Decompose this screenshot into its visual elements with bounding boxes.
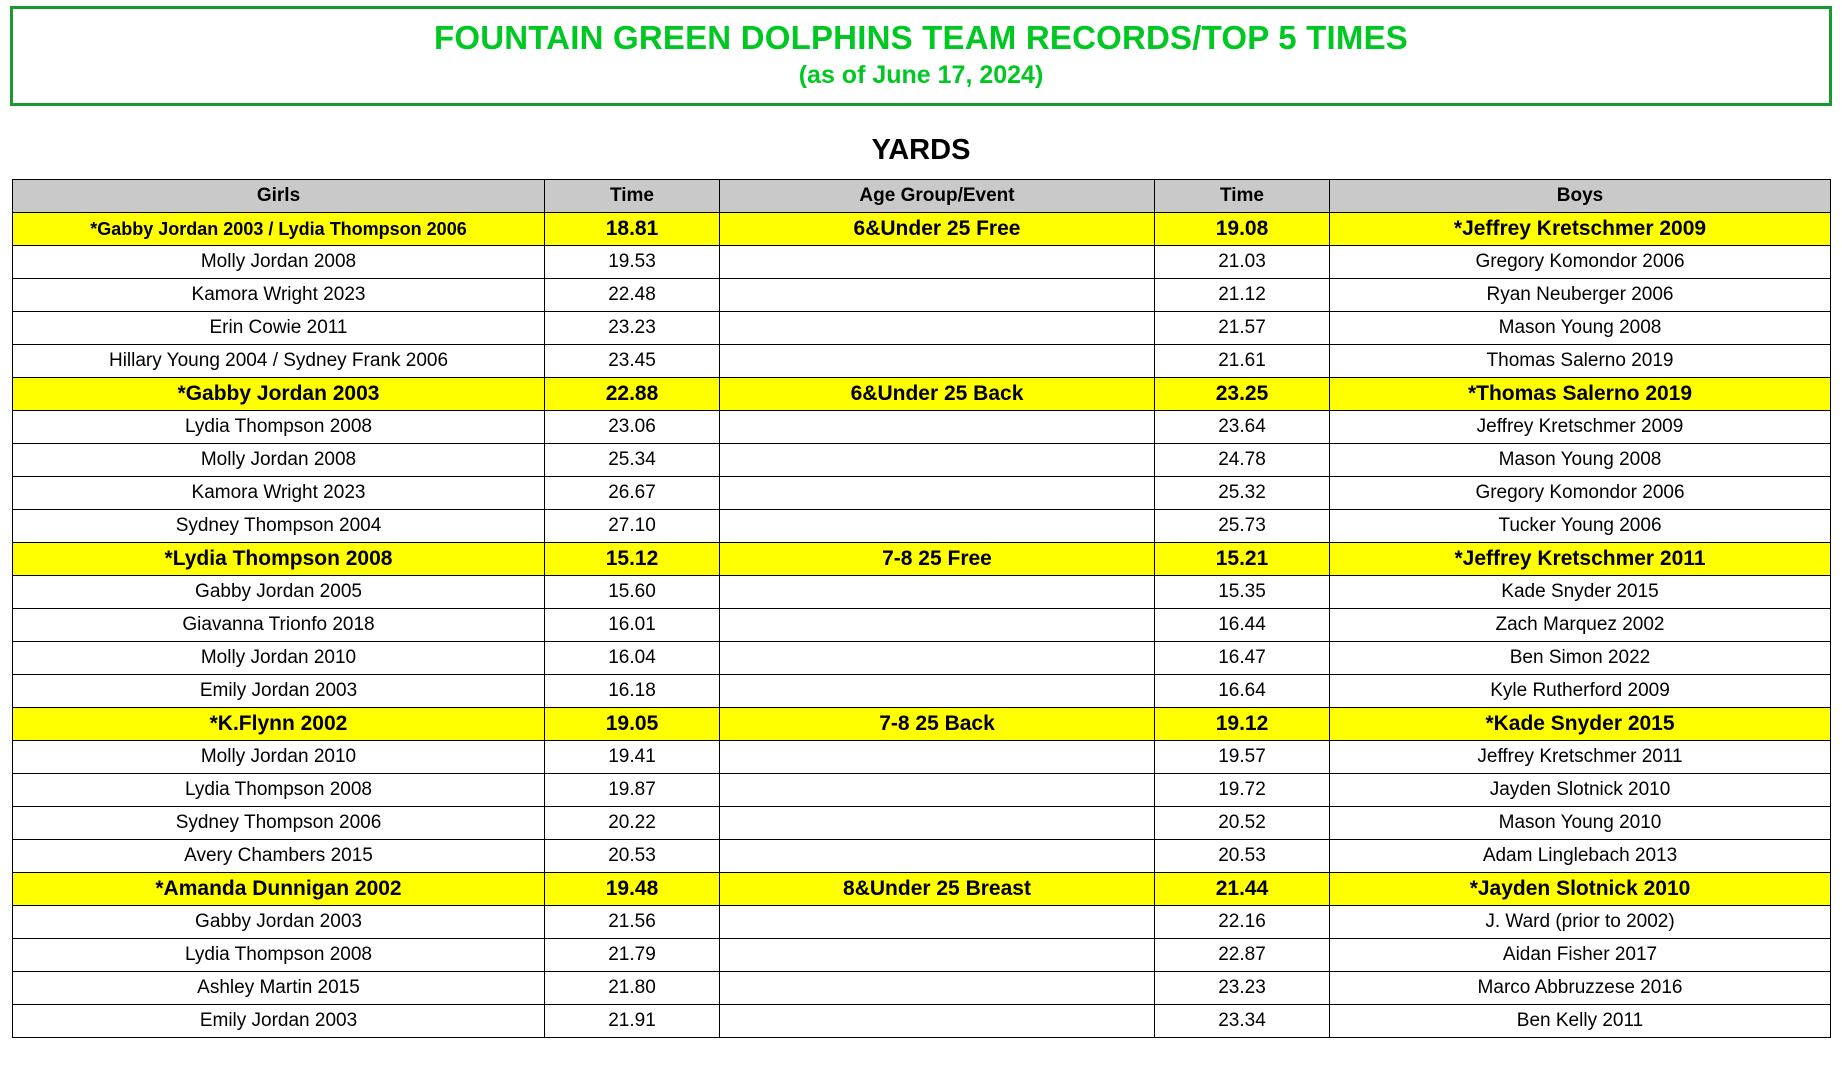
boys-record-time: 19.12: [1155, 708, 1330, 741]
girls-swimmer-name: Kamora Wright 2023: [13, 477, 545, 510]
table-row: [13, 840, 1831, 873]
table-row: [13, 1005, 1831, 1038]
boys-swimmer-name: Jeffrey Kretschmer 2011: [1330, 741, 1831, 774]
girls-swimmer-name: Molly Jordan 2008: [13, 444, 545, 477]
records-table: [12, 179, 1831, 1038]
girls-swimmer-name: Ashley Martin 2015: [13, 972, 545, 1005]
girls-swimmer-name: Sydney Thompson 2004: [13, 510, 545, 543]
girls-swimmer-name: Sydney Thompson 2006: [13, 807, 545, 840]
table-row: [13, 246, 1831, 279]
boys-swimmer-name: Gregory Komondor 2006: [1330, 477, 1831, 510]
girls-record-time: 15.12: [545, 543, 720, 576]
table-body: [13, 213, 1831, 1038]
event-spacer-cell: [720, 411, 1155, 444]
table-row: [13, 345, 1831, 378]
boys-swimmer-name: Zach Marquez 2002: [1330, 609, 1831, 642]
girls-record-name: *Gabby Jordan 2003: [13, 378, 545, 411]
girls-record-name: *Amanda Dunnigan 2002: [13, 873, 545, 906]
boys-swimmer-name: Adam Linglebach 2013: [1330, 840, 1831, 873]
girls-swimmer-time: 25.34: [545, 444, 720, 477]
table-row: [13, 609, 1831, 642]
event-spacer-cell: [720, 444, 1155, 477]
boys-swimmer-time: 23.64: [1155, 411, 1330, 444]
table-row: [13, 477, 1831, 510]
table-row: [13, 576, 1831, 609]
boys-swimmer-time: 25.73: [1155, 510, 1330, 543]
girls-swimmer-time: 21.80: [545, 972, 720, 1005]
boys-swimmer-name: Ben Simon 2022: [1330, 642, 1831, 675]
girls-swimmer-time: 26.67: [545, 477, 720, 510]
girls-swimmer-name: Emily Jordan 2003: [13, 675, 545, 708]
title-banner: [10, 6, 1832, 106]
record-row: [13, 543, 1831, 576]
table-row: [13, 906, 1831, 939]
boys-swimmer-time: 23.34: [1155, 1005, 1330, 1038]
boys-swimmer-name: Kyle Rutherford 2009: [1330, 675, 1831, 708]
girls-record-name: *K.Flynn 2002: [13, 708, 545, 741]
table-row: [13, 675, 1831, 708]
boys-swimmer-time: 21.61: [1155, 345, 1330, 378]
boys-record-name: *Jeffrey Kretschmer 2009: [1330, 213, 1831, 246]
event-label: 7-8 25 Back: [720, 708, 1155, 741]
event-spacer-cell: [720, 939, 1155, 972]
girls-swimmer-time: 23.23: [545, 312, 720, 345]
event-spacer-cell: [720, 279, 1155, 312]
event-spacer-cell: [720, 576, 1155, 609]
boys-record-time: 21.44: [1155, 873, 1330, 906]
girls-swimmer-name: Molly Jordan 2010: [13, 642, 545, 675]
table-row: [13, 741, 1831, 774]
boys-swimmer-time: 19.72: [1155, 774, 1330, 807]
girls-swimmer-time: 19.53: [545, 246, 720, 279]
boys-swimmer-time: 16.44: [1155, 609, 1330, 642]
event-spacer-cell: [720, 807, 1155, 840]
boys-swimmer-name: Marco Abbruzzese 2016: [1330, 972, 1831, 1005]
boys-record-name: *Jeffrey Kretschmer 2011: [1330, 543, 1831, 576]
boys-swimmer-name: Jayden Slotnick 2010: [1330, 774, 1831, 807]
boys-swimmer-time: 20.52: [1155, 807, 1330, 840]
event-label: 8&Under 25 Breast: [720, 873, 1155, 906]
column-header-girls: Girls: [13, 180, 545, 213]
boys-swimmer-name: Aidan Fisher 2017: [1330, 939, 1831, 972]
table-header-row: [13, 180, 1831, 213]
girls-swimmer-time: 21.79: [545, 939, 720, 972]
table-header: [13, 180, 1831, 213]
boys-swimmer-name: Tucker Young 2006: [1330, 510, 1831, 543]
event-spacer-cell: [720, 840, 1155, 873]
event-spacer-cell: [720, 312, 1155, 345]
girls-swimmer-name: Emily Jordan 2003: [13, 1005, 545, 1038]
girls-swimmer-time: 16.18: [545, 675, 720, 708]
event-spacer-cell: [720, 1005, 1155, 1038]
boys-swimmer-time: 16.64: [1155, 675, 1330, 708]
girls-swimmer-time: 23.45: [545, 345, 720, 378]
girls-swimmer-time: 15.60: [545, 576, 720, 609]
boys-swimmer-name: Gregory Komondor 2006: [1330, 246, 1831, 279]
girls-swimmer-time: 20.22: [545, 807, 720, 840]
event-label: 7-8 25 Free: [720, 543, 1155, 576]
girls-swimmer-time: 27.10: [545, 510, 720, 543]
table-row: [13, 279, 1831, 312]
boys-swimmer-time: 23.23: [1155, 972, 1330, 1005]
boys-record-name: *Jayden Slotnick 2010: [1330, 873, 1831, 906]
event-label: 6&Under 25 Back: [720, 378, 1155, 411]
boys-swimmer-time: 22.16: [1155, 906, 1330, 939]
boys-swimmer-name: Mason Young 2008: [1330, 444, 1831, 477]
boys-swimmer-time: 20.53: [1155, 840, 1330, 873]
table-row: [13, 972, 1831, 1005]
girls-swimmer-name: Kamora Wright 2023: [13, 279, 545, 312]
boys-swimmer-time: 25.32: [1155, 477, 1330, 510]
event-spacer-cell: [720, 510, 1155, 543]
boys-swimmer-time: 21.57: [1155, 312, 1330, 345]
girls-swimmer-name: Lydia Thompson 2008: [13, 774, 545, 807]
event-spacer-cell: [720, 642, 1155, 675]
boys-swimmer-time: 21.12: [1155, 279, 1330, 312]
table-row: [13, 510, 1831, 543]
girls-swimmer-name: Molly Jordan 2008: [13, 246, 545, 279]
document-title: FOUNTAIN GREEN DOLPHINS TEAM RECORDS/TOP 5 TIMES: [433, 19, 1408, 56]
boys-swimmer-name: Mason Young 2010: [1330, 807, 1831, 840]
girls-swimmer-time: 23.06: [545, 411, 720, 444]
boys-swimmer-time: 15.35: [1155, 576, 1330, 609]
boys-swimmer-name: Mason Young 2008: [1330, 312, 1831, 345]
girls-record-time: 19.48: [545, 873, 720, 906]
column-header-time-girls: Time: [545, 180, 720, 213]
event-spacer-cell: [720, 246, 1155, 279]
column-header-time-boys: Time: [1155, 180, 1330, 213]
girls-swimmer-name: Lydia Thompson 2008: [13, 939, 545, 972]
girls-swimmer-name: Hillary Young 2004 / Sydney Frank 2006: [13, 345, 545, 378]
record-row: [13, 378, 1831, 411]
girls-swimmer-name: Giavanna Trionfo 2018: [13, 609, 545, 642]
boys-swimmer-time: 22.87: [1155, 939, 1330, 972]
girls-swimmer-time: 21.56: [545, 906, 720, 939]
girls-swimmer-time: 19.41: [545, 741, 720, 774]
girls-swimmer-name: Molly Jordan 2010: [13, 741, 545, 774]
table-row: [13, 312, 1831, 345]
event-spacer-cell: [720, 972, 1155, 1005]
boys-swimmer-name: Kade Snyder 2015: [1330, 576, 1831, 609]
boys-swimmer-time: 24.78: [1155, 444, 1330, 477]
table-row: [13, 444, 1831, 477]
document-subtitle: (as of June 17, 2024): [798, 60, 1044, 89]
boys-swimmer-name: J. Ward (prior to 2002): [1330, 906, 1831, 939]
records-document: [0, 6, 1842, 1038]
table-row: [13, 642, 1831, 675]
column-header-boys: Boys: [1330, 180, 1831, 213]
event-spacer-cell: [720, 906, 1155, 939]
girls-record-time: 22.88: [545, 378, 720, 411]
girls-swimmer-time: 21.91: [545, 1005, 720, 1038]
girls-swimmer-time: 16.01: [545, 609, 720, 642]
girls-record-name: *Lydia Thompson 2008: [13, 543, 545, 576]
boys-record-time: 23.25: [1155, 378, 1330, 411]
column-header-event: Age Group/Event: [720, 180, 1155, 213]
girls-swimmer-time: 20.53: [545, 840, 720, 873]
girls-record-time: 19.05: [545, 708, 720, 741]
section-heading: YARDS: [871, 134, 971, 167]
table-row: [13, 939, 1831, 972]
girls-swimmer-name: Gabby Jordan 2005: [13, 576, 545, 609]
girls-swimmer-time: 19.87: [545, 774, 720, 807]
boys-swimmer-time: 19.57: [1155, 741, 1330, 774]
boys-record-time: 15.21: [1155, 543, 1330, 576]
girls-record-time: 18.81: [545, 213, 720, 246]
boys-swimmer-name: Jeffrey Kretschmer 2009: [1330, 411, 1831, 444]
girls-record-name: *Gabby Jordan 2003 / Lydia Thompson 2006: [13, 213, 545, 246]
boys-record-name: *Kade Snyder 2015: [1330, 708, 1831, 741]
girls-swimmer-name: Lydia Thompson 2008: [13, 411, 545, 444]
boys-swimmer-name: Ryan Neuberger 2006: [1330, 279, 1831, 312]
girls-swimmer-name: Avery Chambers 2015: [13, 840, 545, 873]
table-row: [13, 411, 1831, 444]
boys-swimmer-name: Ben Kelly 2011: [1330, 1005, 1831, 1038]
table-row: [13, 807, 1831, 840]
boys-swimmer-time: 21.03: [1155, 246, 1330, 279]
girls-swimmer-name: Gabby Jordan 2003: [13, 906, 545, 939]
event-spacer-cell: [720, 345, 1155, 378]
record-row: [13, 708, 1831, 741]
event-label: 6&Under 25 Free: [720, 213, 1155, 246]
boys-record-time: 19.08: [1155, 213, 1330, 246]
boys-swimmer-time: 16.47: [1155, 642, 1330, 675]
girls-swimmer-time: 16.04: [545, 642, 720, 675]
event-spacer-cell: [720, 675, 1155, 708]
boys-swimmer-name: Thomas Salerno 2019: [1330, 345, 1831, 378]
girls-swimmer-name: Erin Cowie 2011: [13, 312, 545, 345]
table-row: [13, 774, 1831, 807]
event-spacer-cell: [720, 609, 1155, 642]
event-spacer-cell: [720, 741, 1155, 774]
girls-swimmer-time: 22.48: [545, 279, 720, 312]
record-row: [13, 213, 1831, 246]
event-spacer-cell: [720, 774, 1155, 807]
boys-record-name: *Thomas Salerno 2019: [1330, 378, 1831, 411]
event-spacer-cell: [720, 477, 1155, 510]
record-row: [13, 873, 1831, 906]
